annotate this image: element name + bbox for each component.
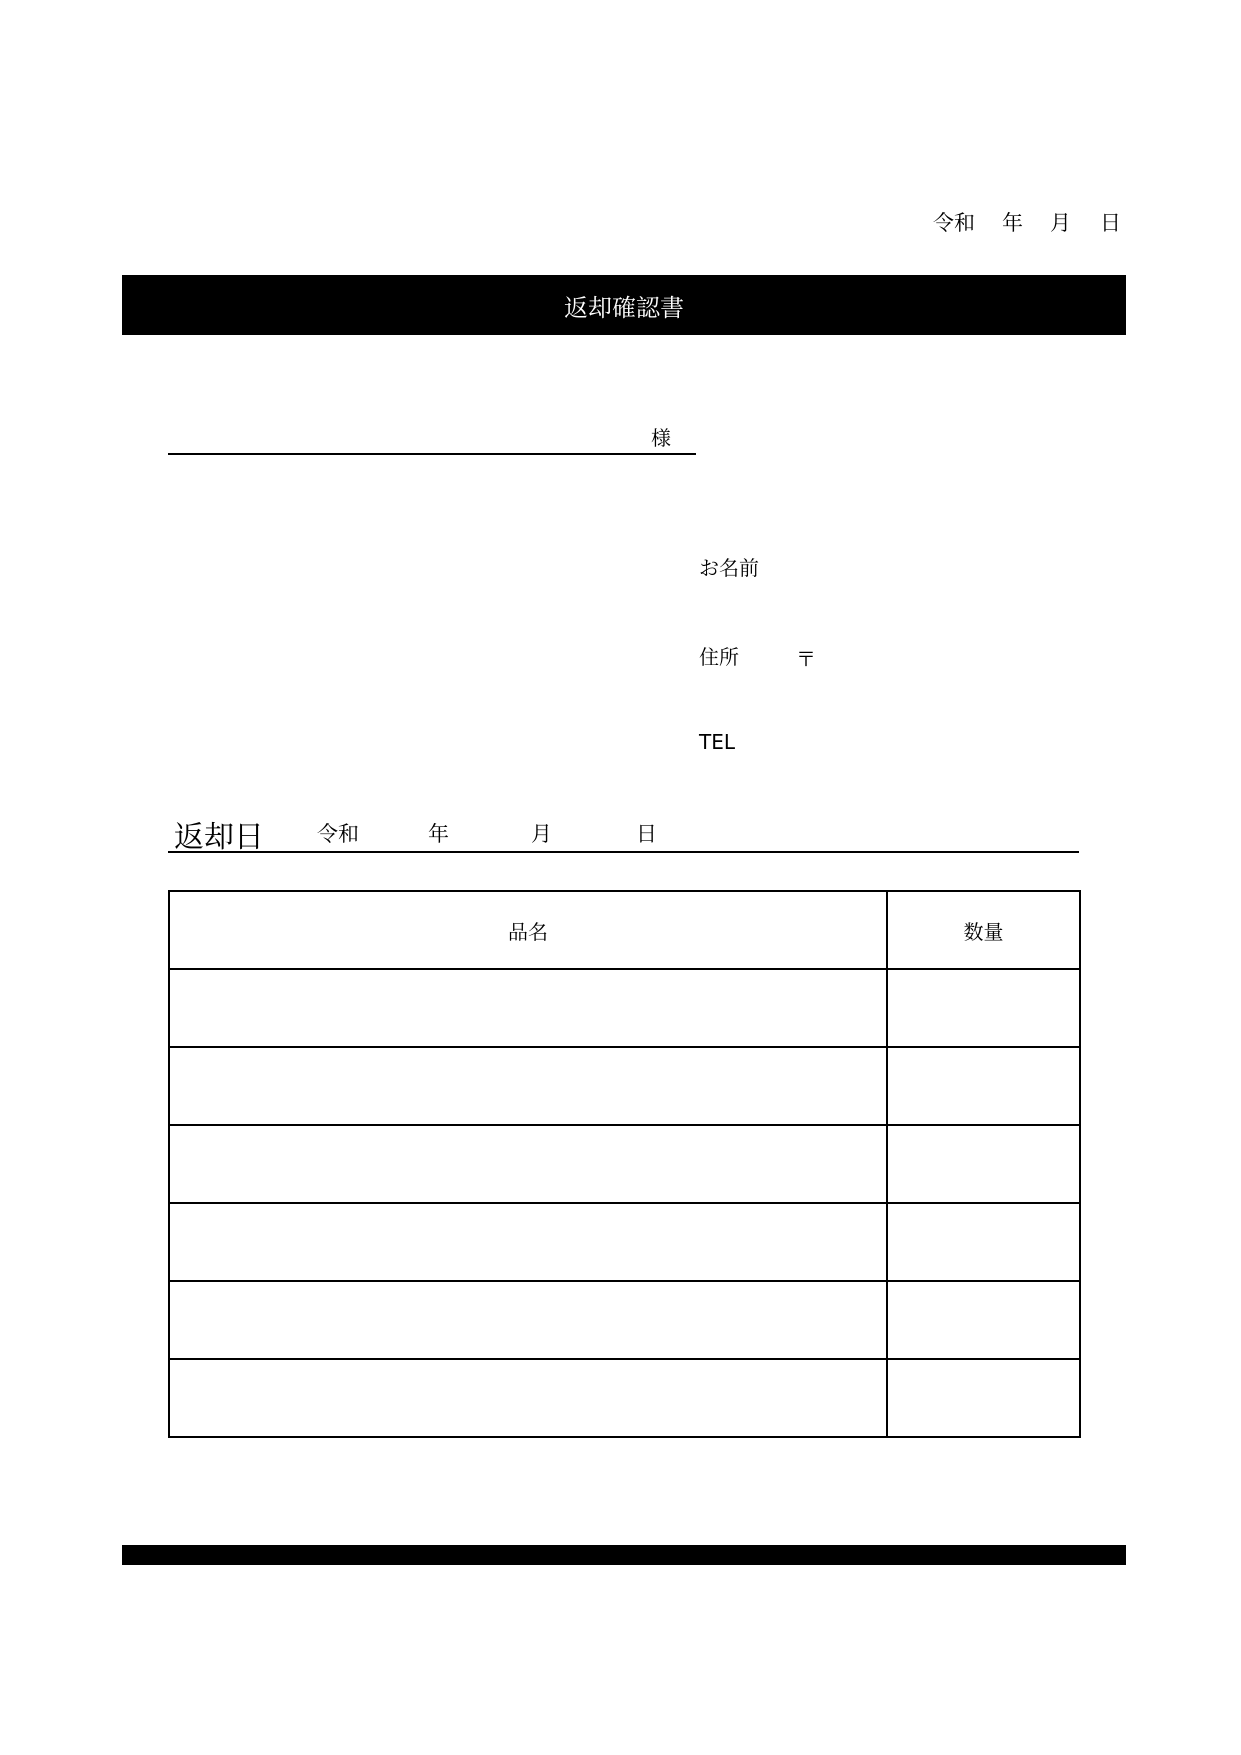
header-year-unit: 年 — [1002, 211, 1023, 235]
item-name-cell[interactable] — [169, 1281, 887, 1359]
item-name-cell[interactable] — [169, 969, 887, 1047]
return-date-day-unit: 日 — [636, 822, 657, 846]
return-date-line — [168, 851, 1079, 853]
quantity-cell[interactable] — [887, 1047, 1080, 1125]
quantity-cell[interactable] — [887, 1125, 1080, 1203]
postal-mark-icon: 〒 — [796, 647, 816, 671]
items-table — [168, 890, 1081, 1438]
recipient-honorific: 様 — [651, 426, 671, 450]
document-title: 返却確認書 — [564, 293, 684, 322]
title-bar — [122, 275, 1126, 335]
return-date-year-unit: 年 — [428, 822, 449, 846]
return-date-month-unit: 月 — [531, 822, 552, 846]
sender-address-label: 住所 — [699, 645, 739, 669]
header-month-unit: 月 — [1050, 211, 1071, 235]
item-name-cell[interactable] — [169, 1359, 887, 1437]
column-header-quantity: 数量 — [887, 891, 1080, 969]
table-header-row — [169, 891, 1080, 969]
return-date-era: 令和 — [317, 822, 359, 846]
return-date-label: 返却日 — [174, 820, 264, 855]
quantity-cell[interactable] — [887, 1281, 1080, 1359]
table-row — [169, 1047, 1080, 1125]
recipient-name-line[interactable] — [168, 453, 696, 455]
header-era: 令和 — [933, 211, 975, 235]
table-row — [169, 1281, 1080, 1359]
table-row — [169, 1203, 1080, 1281]
quantity-cell[interactable] — [887, 1359, 1080, 1437]
quantity-cell[interactable] — [887, 969, 1080, 1047]
item-name-cell[interactable] — [169, 1047, 887, 1125]
footer-bar — [122, 1545, 1126, 1565]
item-name-cell[interactable] — [169, 1203, 887, 1281]
quantity-cell[interactable] — [887, 1203, 1080, 1281]
table-row — [169, 1359, 1080, 1437]
sender-tel-label: TEL — [699, 730, 735, 754]
sender-name-label: お名前 — [699, 556, 759, 580]
header-day-unit: 日 — [1100, 211, 1121, 235]
item-name-cell[interactable] — [169, 1125, 887, 1203]
column-header-item-name: 品名 — [169, 891, 887, 969]
table-row — [169, 969, 1080, 1047]
table-row — [169, 1125, 1080, 1203]
